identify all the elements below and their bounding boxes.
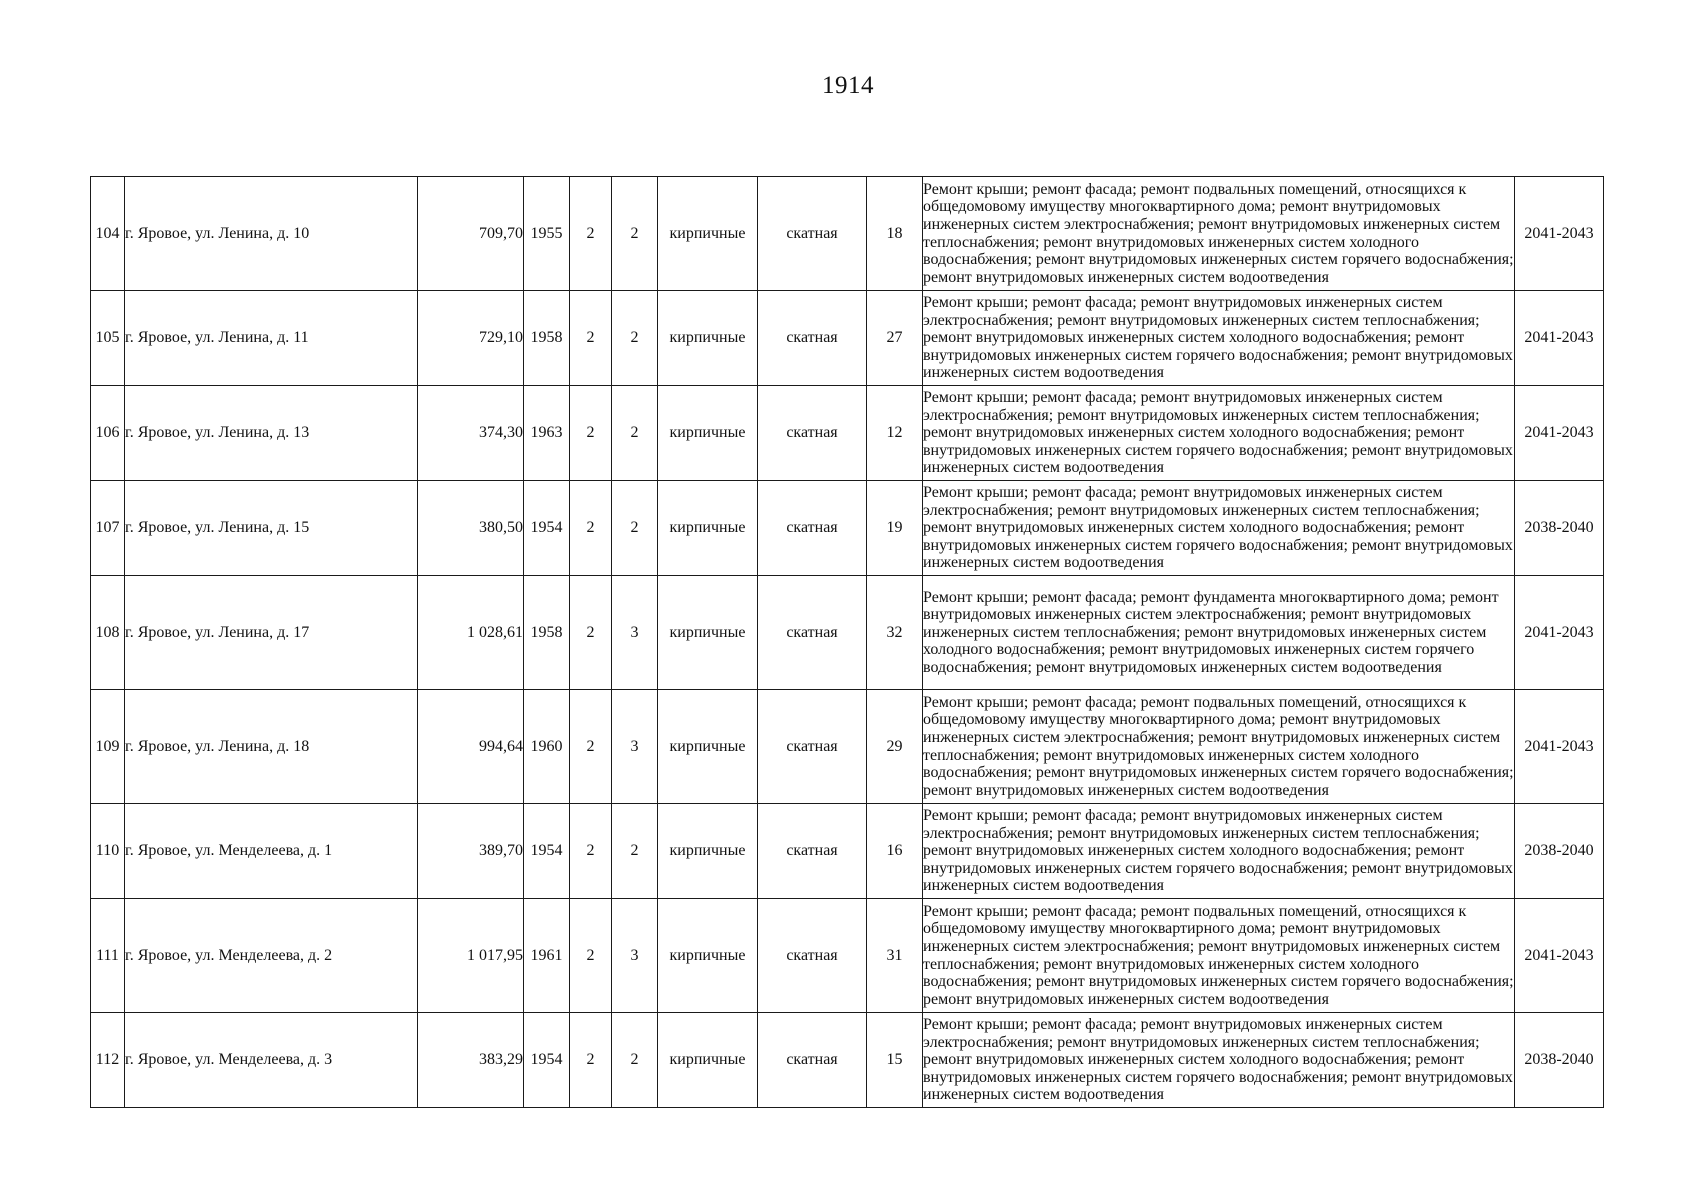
roof-type-cell: скатная	[758, 291, 867, 386]
row-number: 106	[91, 386, 125, 481]
apartments-cell: 12	[867, 386, 923, 481]
housing-registry-table	[90, 176, 1604, 1108]
apartments-cell: 29	[867, 690, 923, 804]
works-text: Ремонт крыши; ремонт фасада; ремонт подвальных помещений, относящихся к общедомовому имуществу многоквартирного дома; ремонт внутридомовых инженерных систем электроснабжения; ремонт внутридомовых инженерных систем теплоснабжения; ремонт внутридомовых инженерных систем холодного водоснабжения; ремонт внутридомовых инженерных систем горячего водоснабжения; ремонт внутридомовых инженерных систем водоотведения	[923, 180, 1514, 286]
works-text: Ремонт крыши; ремонт фасада; ремонт внутридомовых инженерных систем электроснабжения; ремонт внутридомовых инженерных систем теплоснабжения; ремонт внутридомовых инженерных систем холодного водоснабжения; ремонт внутридомовых инженерных систем горячего водоснабжения; ремонт внутридомовых инженерных систем водоотведения	[923, 1016, 1513, 1104]
page-number: 1914	[822, 72, 874, 99]
row-number: 107	[91, 481, 125, 576]
table-row	[91, 690, 1604, 804]
period-cell: 2041-2043	[1515, 386, 1604, 481]
table-row	[91, 291, 1604, 386]
address-cell: г. Яровое, ул. Менделеева, д. 3	[125, 1013, 418, 1108]
year-cell: 1954	[524, 1013, 570, 1108]
address-cell: г. Яровое, ул. Ленина, д. 10	[125, 177, 418, 291]
year-cell: 1954	[524, 804, 570, 899]
period-cell: 2038-2040	[1515, 804, 1604, 899]
address-cell: г. Яровое, ул. Ленина, д. 18	[125, 690, 418, 804]
entrances-cell: 2	[612, 1013, 658, 1108]
area-cell: 1 017,95	[418, 899, 524, 1013]
period-cell: 2038-2040	[1515, 481, 1604, 576]
floors-cell: 2	[570, 177, 612, 291]
entrances-cell: 2	[612, 291, 658, 386]
row-number: 108	[91, 576, 125, 690]
works-text: Ремонт крыши; ремонт фасада; ремонт внутридомовых инженерных систем электроснабжения; ремонт внутридомовых инженерных систем теплоснабжения; ремонт внутридомовых инженерных систем холодного водоснабжения; ремонт внутридомовых инженерных систем горячего водоснабжения; ремонт внутридомовых инженерных систем водоотведения	[923, 484, 1513, 572]
area-cell: 389,70	[418, 804, 524, 899]
wall-material-cell: кирпичные	[658, 1013, 758, 1108]
floors-cell: 2	[570, 690, 612, 804]
apartments-cell: 18	[867, 177, 923, 291]
apartments-cell: 27	[867, 291, 923, 386]
works-cell	[923, 1013, 1515, 1108]
apartments-cell: 32	[867, 576, 923, 690]
wall-material-cell: кирпичные	[658, 899, 758, 1013]
works-cell	[923, 291, 1515, 386]
table-row	[91, 481, 1604, 576]
apartments-cell: 19	[867, 481, 923, 576]
year-cell: 1961	[524, 899, 570, 1013]
period-cell: 2041-2043	[1515, 177, 1604, 291]
works-cell	[923, 576, 1515, 690]
works-cell	[923, 804, 1515, 899]
period-cell: 2041-2043	[1515, 291, 1604, 386]
period-cell: 2041-2043	[1515, 899, 1604, 1013]
row-number: 104	[91, 177, 125, 291]
table-row	[91, 899, 1604, 1013]
table-row	[91, 177, 1604, 291]
wall-material-cell: кирпичные	[658, 386, 758, 481]
entrances-cell: 2	[612, 386, 658, 481]
wall-material-cell: кирпичные	[658, 177, 758, 291]
period-cell: 2041-2043	[1515, 576, 1604, 690]
works-text: Ремонт крыши; ремонт фасада; ремонт внутридомовых инженерных систем электроснабжения; ремонт внутридомовых инженерных систем теплоснабжения; ремонт внутридомовых инженерных систем холодного водоснабжения; ремонт внутридомовых инженерных систем горячего водоснабжения; ремонт внутридомовых инженерных систем водоотведения	[923, 389, 1513, 477]
table-row	[91, 1013, 1604, 1108]
roof-type-cell: скатная	[758, 576, 867, 690]
row-number: 109	[91, 690, 125, 804]
floors-cell: 2	[570, 576, 612, 690]
wall-material-cell: кирпичные	[658, 576, 758, 690]
table-row	[91, 386, 1604, 481]
floors-cell: 2	[570, 804, 612, 899]
address-cell: г. Яровое, ул. Ленина, д. 11	[125, 291, 418, 386]
area-cell: 709,70	[418, 177, 524, 291]
floors-cell: 2	[570, 899, 612, 1013]
row-number: 112	[91, 1013, 125, 1108]
area-cell: 994,64	[418, 690, 524, 804]
works-cell	[923, 177, 1515, 291]
entrances-cell: 2	[612, 481, 658, 576]
year-cell: 1958	[524, 291, 570, 386]
roof-type-cell: скатная	[758, 690, 867, 804]
entrances-cell: 3	[612, 899, 658, 1013]
period-cell: 2041-2043	[1515, 690, 1604, 804]
entrances-cell: 3	[612, 576, 658, 690]
address-cell: г. Яровое, ул. Ленина, д. 13	[125, 386, 418, 481]
roof-type-cell: скатная	[758, 804, 867, 899]
wall-material-cell: кирпичные	[658, 804, 758, 899]
year-cell: 1963	[524, 386, 570, 481]
area-cell: 729,10	[418, 291, 524, 386]
works-cell	[923, 899, 1515, 1013]
row-number: 105	[91, 291, 125, 386]
roof-type-cell: скатная	[758, 1013, 867, 1108]
entrances-cell: 2	[612, 177, 658, 291]
works-text: Ремонт крыши; ремонт фасада; ремонт фундамента многоквартирного дома; ремонт внутридомовых инженерных систем электроснабжения; ремонт внутридомовых инженерных систем теплоснабжения; ремонт внутридомовых инженерных систем холодного водоснабжения; ремонт внутридомовых инженерных систем горячего водоснабжения; ремонт внутридомовых инженерных систем водоотведения	[923, 588, 1499, 676]
address-cell: г. Яровое, ул. Менделеева, д. 2	[125, 899, 418, 1013]
entrances-cell: 2	[612, 804, 658, 899]
roof-type-cell: скатная	[758, 899, 867, 1013]
address-cell: г. Яровое, ул. Ленина, д. 17	[125, 576, 418, 690]
apartments-cell: 31	[867, 899, 923, 1013]
floors-cell: 2	[570, 481, 612, 576]
year-cell: 1955	[524, 177, 570, 291]
works-cell	[923, 386, 1515, 481]
floors-cell: 2	[570, 386, 612, 481]
works-cell	[923, 690, 1515, 804]
period-cell: 2038-2040	[1515, 1013, 1604, 1108]
year-cell: 1954	[524, 481, 570, 576]
area-cell: 1 028,61	[418, 576, 524, 690]
year-cell: 1960	[524, 690, 570, 804]
area-cell: 383,29	[418, 1013, 524, 1108]
table-row	[91, 804, 1604, 899]
works-text: Ремонт крыши; ремонт фасада; ремонт внутридомовых инженерных систем электроснабжения; ремонт внутридомовых инженерных систем теплоснабжения; ремонт внутридомовых инженерных систем холодного водоснабжения; ремонт внутридомовых инженерных систем горячего водоснабжения; ремонт внутридомовых инженерных систем водоотведения	[923, 807, 1513, 895]
floors-cell: 2	[570, 291, 612, 386]
works-text: Ремонт крыши; ремонт фасада; ремонт подвальных помещений, относящихся к общедомовому имуществу многоквартирного дома; ремонт внутридомовых инженерных систем электроснабжения; ремонт внутридомовых инженерных систем теплоснабжения; ремонт внутридомовых инженерных систем холодного водоснабжения; ремонт внутридомовых инженерных систем горячего водоснабжения; ремонт внутридомовых инженерных систем водоотведения	[923, 693, 1514, 799]
table-row	[91, 576, 1604, 690]
year-cell: 1958	[524, 576, 570, 690]
area-cell: 380,50	[418, 481, 524, 576]
roof-type-cell: скатная	[758, 386, 867, 481]
works-text: Ремонт крыши; ремонт фасада; ремонт подвальных помещений, относящихся к общедомовому имуществу многоквартирного дома; ремонт внутридомовых инженерных систем электроснабжения; ремонт внутридомовых инженерных систем теплоснабжения; ремонт внутридомовых инженерных систем холодного водоснабжения; ремонт внутридомовых инженерных систем горячего водоснабжения; ремонт внутридомовых инженерных систем водоотведения	[923, 902, 1514, 1008]
roof-type-cell: скатная	[758, 481, 867, 576]
wall-material-cell: кирпичные	[658, 481, 758, 576]
floors-cell: 2	[570, 1013, 612, 1108]
wall-material-cell: кирпичные	[658, 291, 758, 386]
row-number: 111	[91, 899, 125, 1013]
address-cell: г. Яровое, ул. Менделеева, д. 1	[125, 804, 418, 899]
works-text: Ремонт крыши; ремонт фасада; ремонт внутридомовых инженерных систем электроснабжения; ремонт внутридомовых инженерных систем теплоснабжения; ремонт внутридомовых инженерных систем холодного водоснабжения; ремонт внутридомовых инженерных систем горячего водоснабжения; ремонт внутридомовых инженерных систем водоотведения	[923, 294, 1513, 382]
area-cell: 374,30	[418, 386, 524, 481]
works-cell	[923, 481, 1515, 576]
apartments-cell: 15	[867, 1013, 923, 1108]
roof-type-cell: скатная	[758, 177, 867, 291]
address-cell: г. Яровое, ул. Ленина, д. 15	[125, 481, 418, 576]
entrances-cell: 3	[612, 690, 658, 804]
apartments-cell: 16	[867, 804, 923, 899]
wall-material-cell: кирпичные	[658, 690, 758, 804]
row-number: 110	[91, 804, 125, 899]
